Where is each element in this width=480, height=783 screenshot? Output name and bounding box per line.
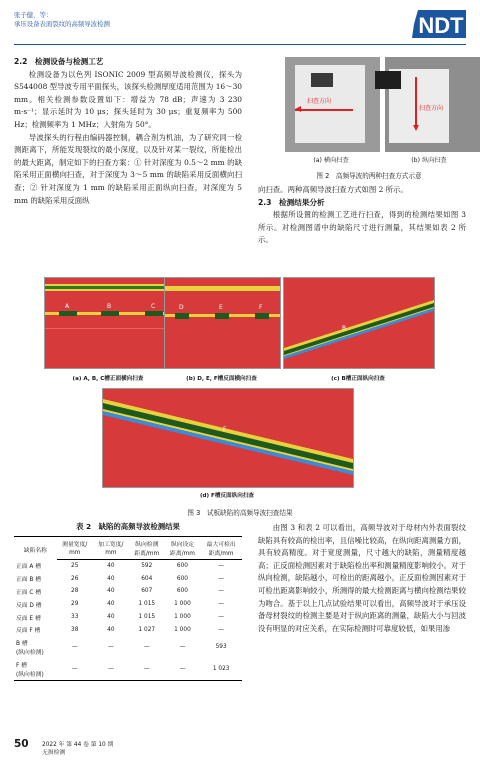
table-cell: — <box>218 588 225 595</box>
column-header: 测量宽度/ <box>57 537 93 549</box>
subcaption-d: (d) F槽反面纵向扫查 <box>199 493 255 499</box>
table-cell: — <box>218 626 225 633</box>
row-name-note: (纵向检测) <box>16 650 44 657</box>
table-cell: 592 <box>141 563 153 570</box>
table-cell: — <box>107 644 114 651</box>
table-row <box>14 585 242 598</box>
table-cell: — <box>129 658 165 681</box>
row-name-note: (纵向检测) <box>16 672 44 679</box>
journal-issue: 2022 年 第 44 卷 第 10 期 <box>42 742 114 748</box>
table-cell: 600 <box>176 575 188 582</box>
paragraph: 根据所设置的检测工艺进行扫查，得到的检测结果如图 3 所示。对检测图谱中的缺陷尺寸进行测量，其结果如表 2 所示。 <box>258 210 466 245</box>
header-title: 承压设备表面裂纹的高频导波检测 <box>14 20 110 28</box>
row-name: 正面 B 槽 <box>16 577 42 584</box>
table-2-title: 表 2 缺陷的高频导波检测结果 <box>76 522 180 531</box>
table-cell: — <box>218 575 225 582</box>
table-row <box>14 658 242 681</box>
defect-mark-e: E <box>219 304 223 311</box>
column-header: 纵向设定 <box>165 537 201 549</box>
row-label <box>14 598 57 611</box>
header-rule <box>14 44 466 45</box>
section-heading: 2.2 检测设备与检测工艺 <box>14 57 104 66</box>
table-cell: 40 <box>107 575 115 582</box>
defect-mark-b: B <box>107 303 112 310</box>
table-cell: — <box>165 658 201 681</box>
defect-mark-c: C <box>151 303 156 310</box>
row-label <box>14 611 57 624</box>
column-unit: mm <box>93 548 129 560</box>
table-cell: — <box>93 658 129 681</box>
defect-mark-d: D <box>179 304 184 311</box>
table-cell: 1 023 <box>200 658 242 681</box>
paragraph: 检测设备为以色列 ISONIC 2009 型高频导波检测仪，探头为 S544008 型导波专用平面探头，该探头检测厚度适用范围为 16～30 mm。相关检测参数设置如下：增益为 78 dB；声速为 3 230 m·s⁻¹；显示延时为 10 μs；探头延时为 30 μs；重复频率为 500 Hz；检测频率为 1 MHz；入射角为 50°。 <box>14 69 242 129</box>
journal-logo <box>408 8 468 40</box>
table-cell: 28 <box>71 588 79 595</box>
column-unit: 距离/mm <box>129 548 165 560</box>
column-header: 加工宽度/ <box>93 537 129 549</box>
defect-mark: B <box>342 325 347 332</box>
table-cell: — <box>179 644 186 651</box>
table-row <box>14 636 242 658</box>
figure-3-caption: 图 3 试板缺陷的高频导波扫查结果 <box>187 509 293 517</box>
subcaption-a: (a) 横向扫查 <box>313 157 349 164</box>
table-cell: 1 015 <box>138 614 156 621</box>
defect-mark-a: A <box>65 303 70 310</box>
section-2-3 <box>258 184 466 247</box>
table-cell: 40 <box>107 563 115 570</box>
scan-image-d <box>102 388 354 488</box>
photo-transverse-scan <box>285 57 380 152</box>
column-unit: 距离/mm <box>165 548 201 560</box>
paragraph: 由图 3 和表 2 可以看出，高频导波对于母材内外表面裂纹缺陷具有较高的检出率，且信噪比较高，在纵向距离测量方面，具有较高精度。对于宽度测量，尺寸越大的缺陷，测量精度越高；正反面检测因素对于缺陷检出率和测量精度影响较小。对于纵向检测，缺陷越小，可检出的距离越小，正反面检测因素对于可检出距离影响较小，所测得的最大检测距离与横向检测结果较为吻合。基于以上几点试验结果可以看出，高频导波对于承压设备母材裂纹的检测主要是对于纵向距离的测量，缺陷大小与回波没有明显的对应关系，在实际检测时可靠度较低，如果用渗 <box>258 523 466 633</box>
scan-image-b <box>164 277 281 369</box>
table-cell: 1 000 <box>174 626 191 633</box>
row-name: 反面 E 槽 <box>16 615 41 622</box>
column-header: 最大可检出 <box>200 537 242 549</box>
subcaption-b: (b) 纵向扫查 <box>411 157 447 164</box>
column-unit: 距离/mm <box>200 548 242 560</box>
figure-2-caption: 图 2 高频导波的两种扫查方式示意 <box>316 172 422 180</box>
defect-mark-f: F <box>259 304 263 311</box>
section-2-2 <box>14 56 242 207</box>
table-cell: 40 <box>107 601 115 608</box>
table-cell: — <box>218 601 225 608</box>
defect-mark: F <box>223 426 227 433</box>
table-row <box>14 623 242 636</box>
table-cell: — <box>218 614 225 621</box>
logo-text: NDT <box>418 13 464 38</box>
results-table <box>14 536 242 681</box>
column-header: 纵向检测 <box>129 537 165 549</box>
paragraph-continuation: 向扫查。两种高频导波扫查方式如图 2 所示。 <box>258 185 408 194</box>
column-unit: mm <box>57 548 93 560</box>
scan-image-a <box>44 277 174 369</box>
row-label <box>14 623 57 636</box>
row-name: 正面 C 槽 <box>16 589 42 596</box>
scan-direction-label: 扫查方向 <box>419 105 444 112</box>
row-name: B 槽 <box>16 641 28 648</box>
table-row <box>14 572 242 585</box>
scan-direction-label: 扫查方向 <box>307 98 332 105</box>
table-cell: 1 000 <box>174 614 191 621</box>
table-cell: 25 <box>71 563 79 570</box>
results-discussion <box>258 522 466 635</box>
photo-longitudinal-scan <box>385 57 480 152</box>
subcaption-a: (a) A, B, C槽正面横向扫查 <box>72 376 144 382</box>
row-name: 正面 A 槽 <box>16 564 42 571</box>
table-cell: 38 <box>71 626 79 633</box>
page-number: 50 <box>14 738 29 750</box>
journal-footer <box>42 741 113 757</box>
table-row <box>14 611 242 624</box>
subcaption-b: (b) D, E, F槽反面横向扫查 <box>186 376 257 382</box>
running-header <box>14 11 110 29</box>
table-cell: 1 015 <box>138 601 156 608</box>
table-cell: 40 <box>107 626 115 633</box>
subcaption-c: (c) B槽正面纵向扫查 <box>331 376 385 382</box>
row-label <box>14 658 57 681</box>
table-cell: 1 027 <box>138 626 156 633</box>
table-cell: 1 000 <box>174 601 191 608</box>
table-cell: 40 <box>107 588 115 595</box>
column-header: 缺陷名称 <box>14 537 57 560</box>
row-label <box>14 560 57 573</box>
row-name: 反面 D 槽 <box>16 602 42 609</box>
journal-name: 无损检测 <box>42 750 66 756</box>
row-name: 反面 F 槽 <box>16 628 41 635</box>
table-cell: — <box>57 658 93 681</box>
table-cell: 604 <box>141 575 153 582</box>
scan-image-c <box>283 277 435 369</box>
row-label <box>14 585 57 598</box>
table-row <box>14 598 242 611</box>
table-cell: 607 <box>141 588 153 595</box>
table-cell: — <box>218 563 225 570</box>
row-label <box>14 572 57 585</box>
table-cell: 593 <box>215 644 227 651</box>
table-cell: 33 <box>71 614 79 621</box>
paragraph: 导波探头的行程由编码器控制，耦合剂为机油，为了研究同一检测距离下，所能发现裂纹的最小深度，以及针对某一裂纹，所能检出的最大距离，制定如下的扫查方案：① 针对深度为 0.5～2 mm 的缺陷采用正面横向扫查，对于深度为 3～5 mm 的缺陷采用反面横向扫查；② 针对深度为 1 mm 的缺陷采用正面纵向扫查，对深度为 5 mm 的缺陷采用反面纵 <box>14 132 242 205</box>
table-cell: — <box>71 644 78 651</box>
section-heading: 2.3 检测结果分析 <box>258 197 325 207</box>
table-row <box>14 560 242 573</box>
table-cell: 600 <box>176 563 188 570</box>
table-cell: — <box>143 644 150 651</box>
row-label <box>14 636 57 658</box>
table-cell: 40 <box>107 614 115 621</box>
header-authors: 张子健，等： <box>14 11 53 19</box>
table-cell: 29 <box>71 601 79 608</box>
row-name: F 槽 <box>16 663 27 670</box>
table-cell: 600 <box>176 588 188 595</box>
table-cell: 26 <box>71 575 79 582</box>
